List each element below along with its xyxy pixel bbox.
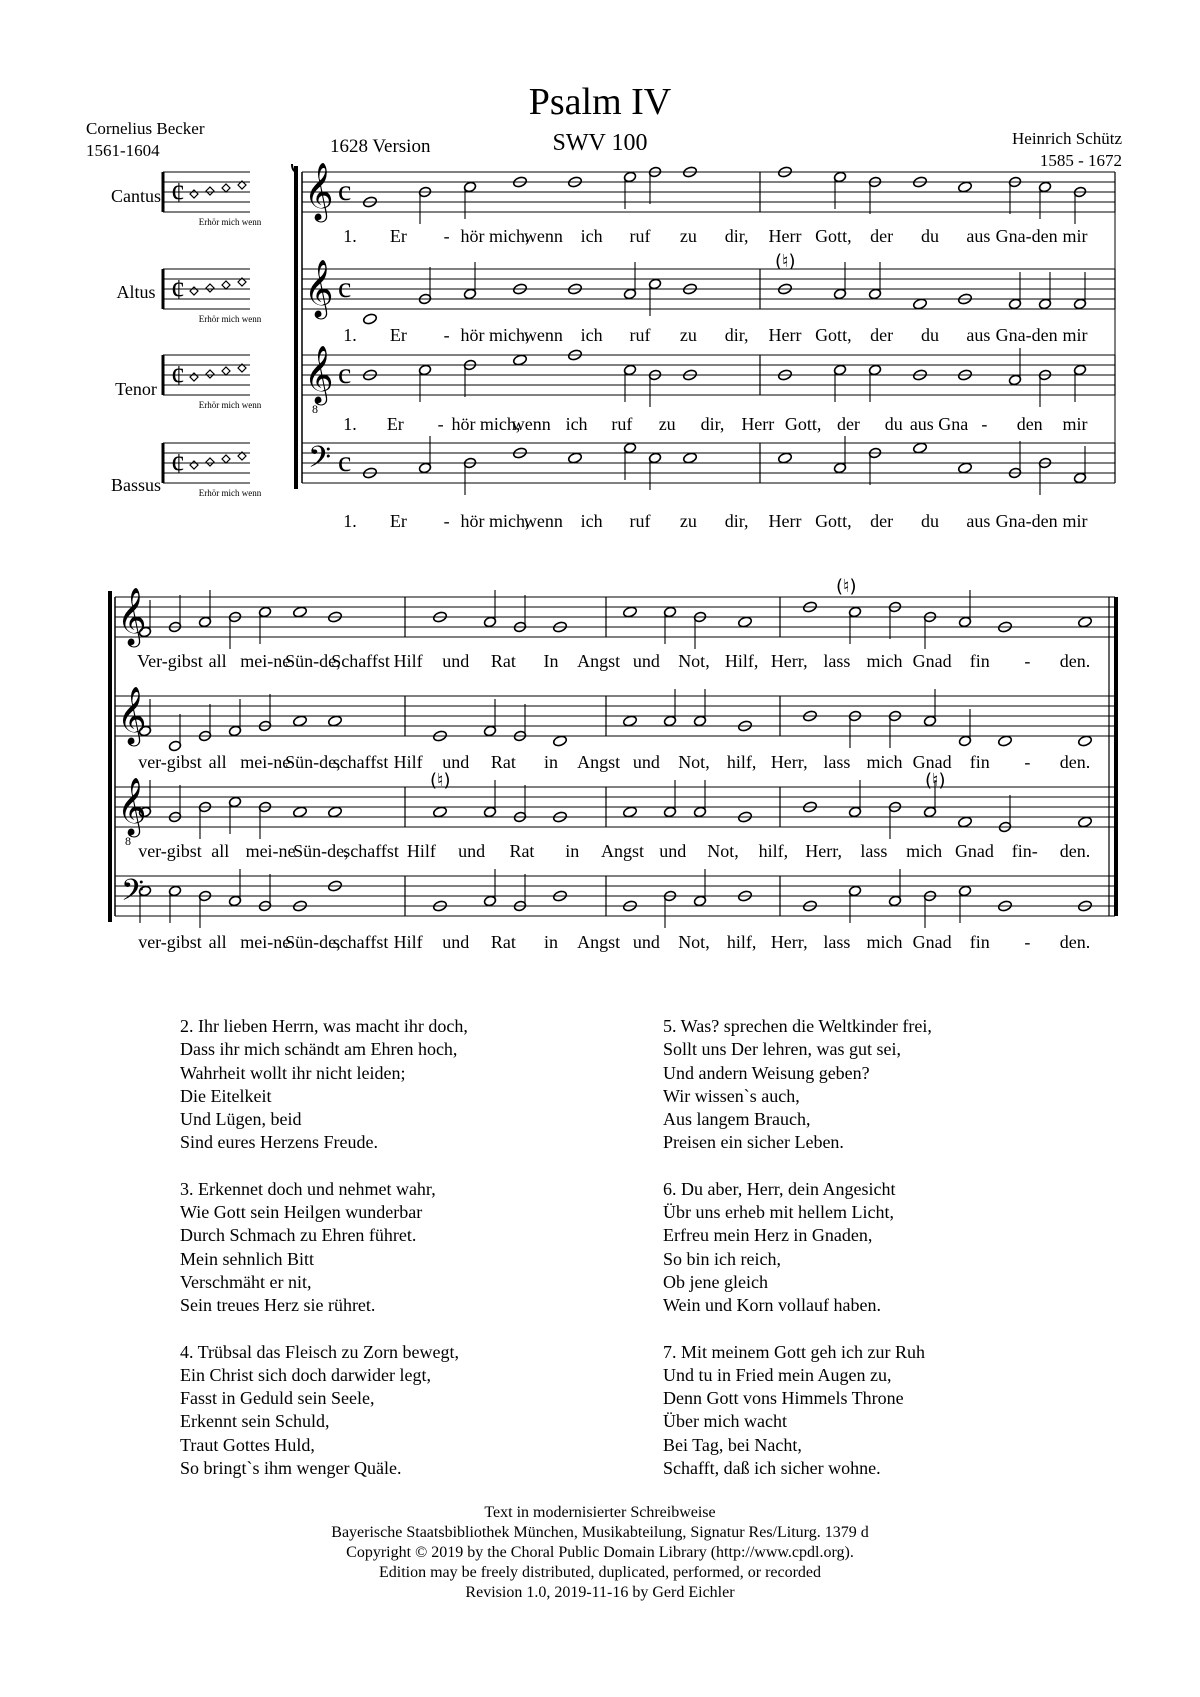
lyric2-cantus: Schaffst [331, 651, 390, 671]
lyric-bassus: zu [679, 511, 697, 531]
verses-right-column [663, 1015, 1083, 1503]
lyric-altus: Er [389, 325, 407, 345]
verse-5: 5. Was? sprechen die Weltkinder frei, Sollt uns Der lehren, was gut sei, Und andern Weisung geben? Wir wissen`s auch, Aus langem Brauch, Preisen ein sicher Leben. [663, 1016, 932, 1153]
lyric2-bassus: Hilf [393, 932, 423, 952]
lyric-cantus: Gott, [815, 226, 852, 246]
lyric2-tenor: Angst [600, 841, 645, 861]
octave-mark: 8 [312, 402, 318, 416]
lyric-cantus: dir, [724, 226, 749, 246]
footer-notes [0, 1503, 1200, 1603]
lyric2-altus: in [544, 752, 559, 772]
lyric-altus: ruf [629, 325, 651, 345]
poet-name: Cornelius Becker [86, 119, 205, 138]
lyric2-cantus: all [208, 651, 227, 671]
composer-name: Heinrich Schütz [1012, 129, 1122, 148]
lyric2-bassus: und [442, 932, 470, 952]
lyric2-altus: mei-ne [240, 752, 291, 772]
lyric-cantus: Gna-den [995, 226, 1058, 246]
lyric2-cantus: Ver-gibst [137, 651, 203, 671]
lyric2-bassus: Herr, [770, 932, 808, 952]
incipit-breve [222, 455, 230, 463]
lyric2-bassus: und [632, 932, 660, 952]
verse-7: 7. Mit meinem Gott geh ich zur Ruh Und tu in Fried mein Augen zu, Denn Gott vons Himmels Throne Über mich wacht Bei Tag, bei Nacht, Schafft, daß ich sicher wohne. [663, 1341, 925, 1479]
lyric2-cantus: Angst [577, 651, 621, 671]
lyric2-altus: mich [866, 752, 903, 772]
incipit-breve [206, 187, 214, 195]
incipit-breve [190, 373, 198, 381]
lyric-altus: 1. [343, 325, 357, 345]
lyric-bassus: 1. [343, 511, 357, 531]
lyric2-cantus: In [543, 651, 559, 671]
lyric2-altus: den. [1059, 752, 1091, 772]
whole-note [622, 606, 637, 618]
verse-6: 6. Du aber, Herr, dein Angesicht Übr uns erheb mit hellem Licht, Erfreu mein Herz in Gnaden, So bin ich reich, Ob jene gleich Wein und Korn vollauf haben. [663, 1178, 896, 1316]
lyric-tenor: - [437, 414, 444, 434]
incipit-breve [206, 370, 214, 378]
time-signature: c [338, 174, 352, 207]
lyric2-tenor: all [211, 841, 230, 861]
lyric-cantus: ich [580, 226, 603, 246]
lyric2-altus: Hilf [393, 752, 423, 772]
lyric-cantus: du [921, 226, 939, 246]
incipit-breve [222, 184, 230, 192]
whole-note [622, 715, 637, 727]
ficta-mark: (♮) [836, 576, 857, 597]
lyric-altus: Gott, [815, 325, 852, 345]
lyric2-bassus: fin [969, 932, 990, 952]
footer-line: Edition may be freely distributed, duplicated, performed, or recorded [378, 1564, 822, 1581]
lyric2-altus: Gnad [912, 752, 952, 772]
whole-note [292, 806, 307, 818]
lyric-cantus: Er [389, 226, 407, 246]
lyric2-altus: - [1024, 752, 1031, 772]
lyric-tenor: - [981, 414, 988, 434]
whole-note [912, 442, 927, 454]
lyric-altus: mir [1062, 325, 1088, 345]
whole-note [957, 816, 972, 828]
lyric-cantus: Herr [768, 226, 802, 246]
lyric-altus: hör mich, [460, 325, 530, 345]
whole-note [567, 452, 582, 464]
voice-label-altus: Altus [116, 282, 156, 302]
footer-line: Revision 1.0, 2019-11-16 by Gerd Eichler [465, 1584, 735, 1601]
incipit-breve [206, 284, 214, 292]
lyric-cantus: hör mich, [460, 226, 530, 246]
time-signature: c [338, 445, 352, 478]
lyric2-altus: Angst [577, 752, 621, 772]
treble-clef: 𝄞 [117, 777, 147, 835]
lyric2-bassus: hilf, [726, 932, 757, 952]
lyric2-tenor: den. [1059, 841, 1091, 861]
lyric2-tenor: mei-ne [245, 841, 296, 861]
incipit-time: ¢ [171, 361, 185, 392]
lyric2-cantus: Not, [678, 651, 710, 671]
lyric2-tenor: Herr, [805, 841, 842, 861]
lyric2-cantus: mei-ne [240, 651, 291, 671]
lyric2-tenor: Hilf [406, 841, 436, 861]
lyric-bassus: hör mich, [460, 511, 530, 531]
lyric2-cantus: und [632, 651, 660, 671]
lyric2-cantus: Hilf, [724, 651, 759, 671]
treble-clef: 𝄞 [304, 259, 334, 317]
lyric2-cantus: Hilf [393, 651, 423, 671]
lyric2-altus: und [632, 752, 660, 772]
lyric-cantus: - [443, 226, 450, 246]
lyric2-tenor: Rat [509, 841, 535, 861]
lyric2-cantus: Sün-de, [285, 651, 341, 671]
whole-note [292, 715, 307, 727]
lyric-cantus: 1. [343, 226, 357, 246]
lyric2-altus: schaffst [332, 752, 389, 772]
whole-note [737, 616, 752, 628]
treble-clef: 𝄞 [304, 345, 334, 403]
whole-note [1077, 616, 1092, 628]
lyric-altus: zu [679, 325, 697, 345]
lyric-tenor: wenn [511, 414, 551, 434]
lyric2-bassus: all [208, 932, 227, 952]
lyric2-tenor: ver-gibst [138, 841, 202, 861]
lyric2-cantus: und [442, 651, 470, 671]
lyric2-altus: Herr, [770, 752, 808, 772]
bass-clef: 𝄢 [308, 441, 332, 482]
whole-note [777, 452, 792, 464]
lyric2-altus: Not, [678, 752, 710, 772]
lyric-altus: dir, [724, 325, 749, 345]
lyric-bassus: aus [966, 511, 991, 531]
incipit-time: ¢ [171, 449, 185, 480]
lyric-bassus: wenn [523, 511, 563, 531]
incipit-text: Erhör mich wenn [198, 400, 262, 410]
time-signature: c [338, 271, 352, 304]
lyric-tenor: aus Gna [909, 414, 969, 434]
whole-note [292, 606, 307, 618]
whole-note [362, 313, 377, 325]
incipit-breve [190, 190, 198, 198]
incipit-breve [206, 458, 214, 466]
lyric2-cantus: Gnad [912, 651, 952, 671]
lyric2-bassus: mich [866, 932, 903, 952]
lyric-tenor: der [836, 414, 860, 434]
lyric2-altus: ver-gibst [138, 752, 202, 772]
lyric2-tenor: und [458, 841, 486, 861]
whole-note [997, 735, 1012, 747]
lyric-tenor: Herr [741, 414, 775, 434]
lyric-tenor: du [884, 414, 903, 434]
octave-mark: 8 [125, 834, 131, 848]
incipit-breve [222, 367, 230, 375]
whole-note [957, 181, 972, 193]
whole-note [622, 806, 637, 818]
incipit-text: Erhör mich wenn [198, 217, 262, 227]
lyric-tenor: Gott, [784, 414, 822, 434]
lyric2-bassus: Not, [678, 932, 710, 952]
lyric-bassus: Gott, [815, 511, 852, 531]
verse-3: 3. Erkennet doch und nehmet wahr, Wie Gott sein Heilgen wunderbar Durch Schmach zu Ehren führet. Mein sehnlich Bitt Verschmäht er nit, Sein treues Herz sie rühret. [180, 1178, 436, 1316]
lyric2-altus: Rat [490, 752, 516, 772]
lyric2-altus: lass [823, 752, 851, 772]
lyric-bassus: mir [1062, 511, 1088, 531]
voice-label-cantus: Cantus [110, 186, 161, 206]
lyric-altus: aus [966, 325, 991, 345]
lyric-altus: du [921, 325, 939, 345]
verses-left-column [180, 1015, 600, 1503]
lyric2-bassus: Rat [490, 932, 516, 952]
lyric2-tenor: fin- [1011, 841, 1038, 861]
whole-note [912, 298, 927, 310]
lyric-bassus: du [921, 511, 939, 531]
lyric-tenor: dir, [700, 414, 725, 434]
lyric-bassus: der [870, 511, 894, 531]
lyric-bassus: ruf [629, 511, 651, 531]
lyric-altus: Herr [768, 325, 802, 345]
voice-label-tenor: Tenor [115, 379, 157, 399]
whole-note [957, 462, 972, 474]
whole-note [512, 354, 527, 366]
version-label: 1628 Version [330, 136, 431, 157]
lyric-cantus: der [870, 226, 894, 246]
incipit-breve [190, 461, 198, 469]
ficta-mark: (♮) [430, 770, 451, 791]
lyric2-cantus: - [1024, 651, 1031, 671]
lyric2-bassus: lass [823, 932, 851, 952]
lyric2-cantus: den. [1059, 651, 1091, 671]
treble-clef: 𝄞 [117, 587, 147, 645]
incipit-time: ¢ [171, 275, 185, 306]
whole-note [432, 806, 447, 818]
treble-clef: 𝄞 [304, 162, 334, 220]
whole-note [327, 715, 342, 727]
lyric2-bassus: mei-ne [240, 932, 291, 952]
lyric2-bassus: - [1024, 932, 1031, 952]
lyric2-tenor: in [565, 841, 580, 861]
lyric2-cantus: mich [866, 651, 903, 671]
time-signature: c [338, 357, 352, 390]
whole-note [552, 735, 567, 747]
ficta-mark: (♮) [925, 770, 946, 791]
ficta-mark: (♮) [775, 251, 796, 272]
lyric2-tenor: hilf, [758, 841, 789, 861]
lyric2-bassus: ver-gibst [138, 932, 202, 952]
lyric2-bassus: Sün-de, [285, 932, 341, 952]
lyric-cantus: aus [966, 226, 991, 246]
lyric-tenor: den [1016, 414, 1043, 434]
lyric-tenor: zu [658, 414, 676, 434]
footer-line: Copyright © 2019 by the Choral Public Domain Library (http://www.cpdl.org). [346, 1544, 854, 1561]
lyric-bassus: Er [389, 511, 407, 531]
lyric2-cantus: lass [823, 651, 851, 671]
lyric2-bassus: Gnad [912, 932, 952, 952]
lyric-cantus: wenn [523, 226, 563, 246]
lyric2-tenor: und [659, 841, 687, 861]
lyric-tenor: ich [565, 414, 588, 434]
footer-line: Bayerische Staatsbibliothek München, Musikabteilung, Signatur Res/Liturg. 1379 d [331, 1524, 869, 1541]
lyric2-altus: all [208, 752, 227, 772]
lyric-altus: Gna-den [995, 325, 1058, 345]
lyric-bassus: dir, [724, 511, 749, 531]
whole-note [327, 806, 342, 818]
incipit-text: Erhör mich wenn [198, 488, 262, 498]
lyric2-altus: fin [969, 752, 990, 772]
treble-clef: 𝄞 [117, 686, 147, 744]
lyric2-tenor: Sün-de, [293, 841, 349, 861]
lyric-bassus: - [443, 511, 450, 531]
lyric2-tenor: mich [906, 841, 943, 861]
incipit-time: ¢ [171, 178, 185, 209]
poet-dates: 1561-1604 [86, 141, 160, 160]
lyric2-cantus: Rat [490, 651, 516, 671]
lyric2-bassus: schaffst [332, 932, 389, 952]
lyric-tenor: 1. [343, 414, 357, 434]
lyric2-bassus: den. [1059, 932, 1091, 952]
lyric-altus: der [870, 325, 894, 345]
lyric-tenor: ruf [611, 414, 633, 434]
lyric2-tenor: lass [860, 841, 888, 861]
whole-note [1077, 816, 1092, 828]
incipit-breve [222, 281, 230, 289]
lyric-cantus: ruf [629, 226, 651, 246]
catalogue-number: SWV 100 [552, 130, 648, 156]
lyric-altus: ich [580, 325, 603, 345]
lyric-tenor: mir [1062, 414, 1088, 434]
lyric2-tenor: schaffst [343, 841, 399, 861]
verse-4: 4. Trübsal das Fleisch zu Zorn bewegt, Ein Christ sich doch darwider legt, Fasst in Geduld sein Seele, Erkennt sein Schuld, Traut Gottes Huld, So bringt`s ihm wenger Quäle. [180, 1341, 459, 1479]
bass-clef: 𝄢 [121, 874, 145, 915]
verse-2: 2. Ihr lieben Herrn, was macht ihr doch, Dass ihr mich schändt am Ehren hoch, Wahrheit wollt ihr nicht leiden; Die Eitelkeit Und Lügen, beid Sind eures Herzens Freude. [180, 1016, 468, 1153]
whole-note [682, 452, 697, 464]
lyric2-cantus: fin [969, 651, 990, 671]
lyric2-altus: hilf, [726, 752, 757, 772]
lyric2-bassus: Angst [577, 932, 621, 952]
lyric2-tenor: Not, [707, 841, 739, 861]
composer-dates: 1585 - 1672 [1039, 151, 1122, 170]
lyric-cantus: zu [679, 226, 697, 246]
footer-line: Text in modernisierter Schreibweise [484, 1504, 716, 1521]
lyric2-altus: Sün-de, [285, 752, 341, 772]
lyric2-cantus: Herr, [770, 651, 808, 671]
lyric-cantus: mir [1062, 226, 1088, 246]
page-title: Psalm IV [528, 81, 672, 123]
lyric-altus: - [443, 325, 450, 345]
incipit-text: Erhör mich wenn [198, 314, 262, 324]
lyric-bassus: ich [580, 511, 603, 531]
whole-note [1077, 735, 1092, 747]
lyric-tenor: Er [386, 414, 404, 434]
lyric-tenor: hör mich, [451, 414, 521, 434]
lyric2-bassus: in [544, 932, 559, 952]
voice-label-bassus: Bassus [110, 475, 161, 495]
incipit-breve [190, 287, 198, 295]
lyric2-altus: und [442, 752, 470, 772]
lyric-bassus: Gna-den [995, 511, 1058, 531]
lyric2-tenor: Gnad [954, 841, 994, 861]
lyric-altus: wenn [523, 325, 563, 345]
lyric-bassus: Herr [768, 511, 802, 531]
